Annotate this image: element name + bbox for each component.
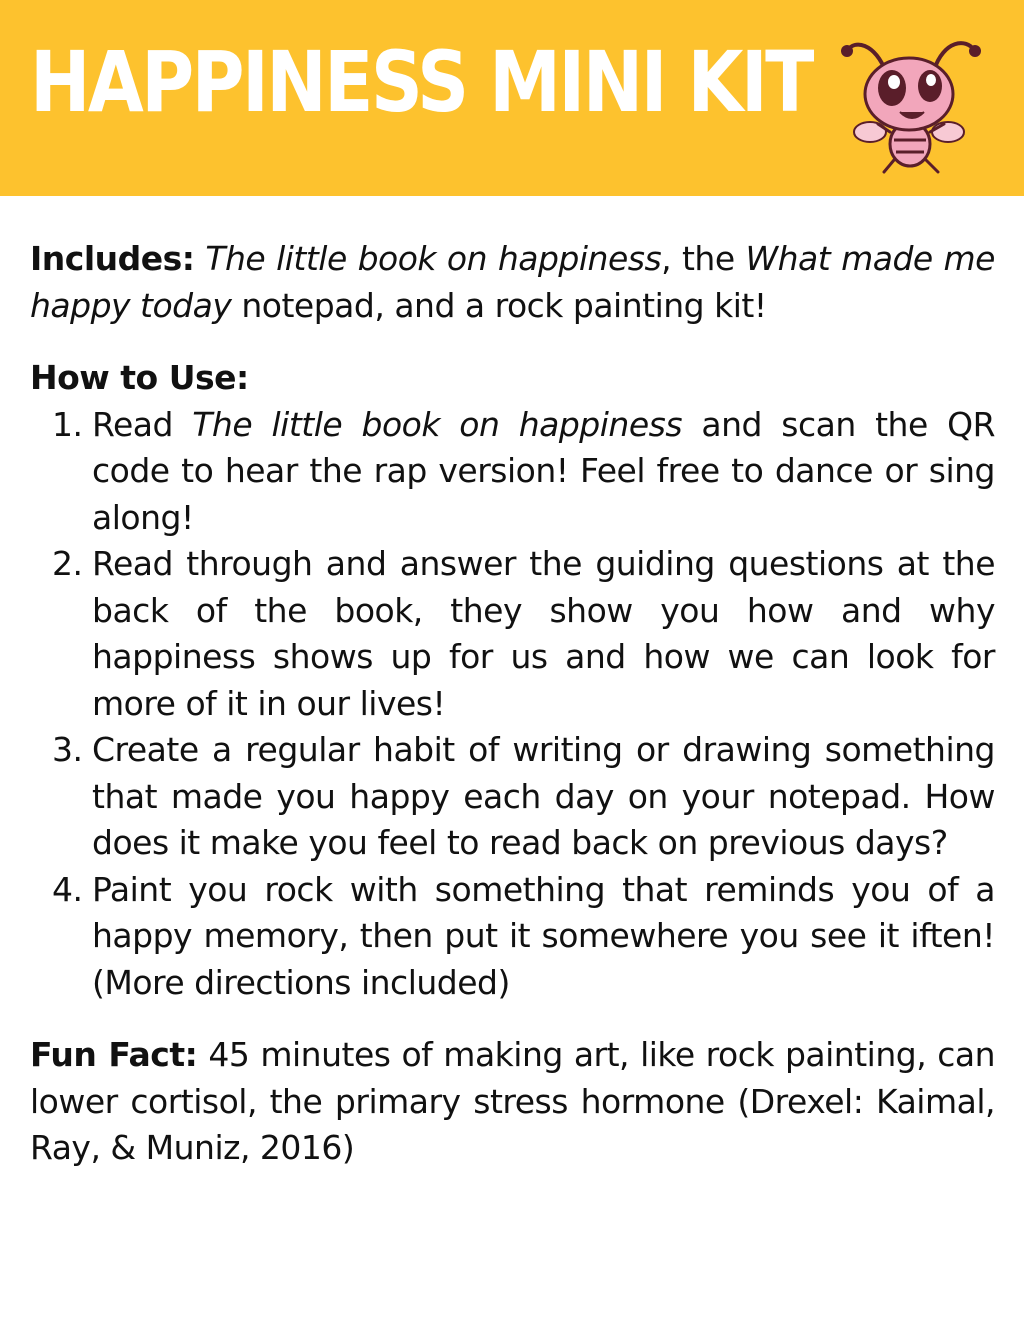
kit-description <box>30 236 995 1172</box>
includes-text-1: , the <box>661 239 746 278</box>
step-item <box>30 541 995 727</box>
step-text: Paint you rock with something that reminds you of a happy memory, then put it somewhere you see it iften! (More directions included) <box>92 869 995 1002</box>
notepad-title: What made me happy today <box>30 239 995 325</box>
step-number: 3. <box>52 730 83 769</box>
step-text: and scan the QR code to hear the rap version! Feel free to dance or sing along! <box>92 404 995 537</box>
fun-fact-text: 45 minutes of making art, like rock painting, can lower cortisol, the primary stress hormone (Drexel: Kaimal, Ray, & Muniz, 2016) <box>30 1035 995 1167</box>
step-item <box>30 727 995 867</box>
fun-fact-label: Fun Fact: <box>30 1035 198 1074</box>
step-number: 1. <box>52 404 83 444</box>
step-book-title: The little book on happiness <box>192 404 683 444</box>
includes-text-2: notepad, and a rock painting kit! <box>231 285 767 325</box>
includes-label: Includes: <box>30 239 195 278</box>
step-number: 4. <box>52 869 83 909</box>
fun-fact-paragraph <box>30 1032 995 1172</box>
step-text: Read through and answer the guiding questions at the back of the book, they show you how and why happiness shows up for us and how we can look for more of it in our lives! <box>92 544 995 723</box>
step-item <box>30 402 995 542</box>
spacer <box>30 329 995 355</box>
how-to-use-heading: How to Use: <box>30 358 249 397</box>
header-banner <box>0 0 1024 196</box>
step-text: Read <box>92 404 193 444</box>
spacer <box>30 1006 995 1032</box>
page-title: HAPPINESS MINI KIT <box>30 33 812 131</box>
step-number: 2. <box>52 544 83 583</box>
steps-list <box>30 402 995 1007</box>
step-item <box>30 867 995 1007</box>
book-title: The little book on happiness <box>205 239 662 278</box>
bee-mascot-icon <box>834 32 984 177</box>
step-text: Create a regular habit of writing or drawing something that made you happy each day on your notepad. How does it make you feel to read back on previous days? <box>92 730 995 862</box>
includes-paragraph <box>30 236 995 329</box>
